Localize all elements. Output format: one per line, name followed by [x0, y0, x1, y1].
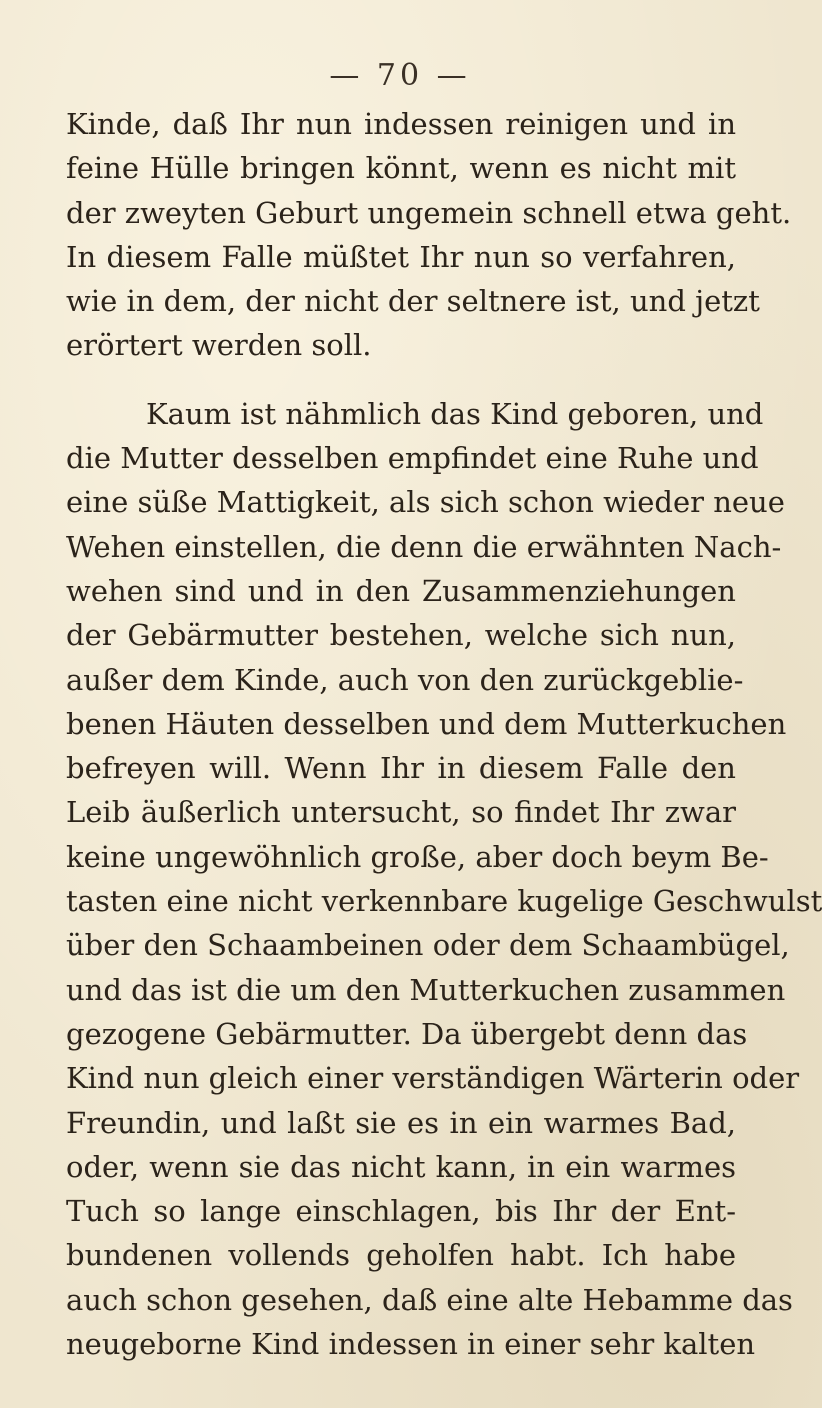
text-line: Kind nun gleich einer verständigen Wärterin oder: [66, 1061, 800, 1096]
page-body: [66, 102, 822, 1366]
text-line: keine ungewöhnlich große, aber doch beym Be-: [66, 839, 769, 874]
text-line: auch schon gesehen, daß eine alte Hebamme das: [66, 1282, 793, 1317]
text-line: wie in dem, der nicht der seltnere ist, und jetzt: [66, 284, 760, 319]
text-line: tasten eine nicht verkennbare kugelige Geschwulst: [66, 884, 822, 919]
text-line: eine süße Mattigkeit, als sich schon wieder neue: [66, 485, 785, 520]
text-line: Tuch so lange einschlagen, bis Ihr der Ent-: [66, 1194, 736, 1229]
text-line: die Mutter desselben empfindet eine Ruhe und: [66, 441, 759, 476]
paragraph: [66, 102, 792, 368]
text-line: wehen sind und in den Zusammenziehungen: [66, 573, 736, 608]
text-line: der Gebärmutter bestehen, welche sich nun,: [66, 618, 736, 653]
text-line: außer dem Kinde, auch von den zurückgeblie-: [66, 662, 744, 697]
page-number: — 70 —: [329, 58, 471, 93]
text-line: Kinde, daß Ihr nun indessen reinigen und in: [66, 107, 736, 141]
text-line: befreyen will. Wenn Ihr in diesem Falle den: [66, 751, 736, 786]
text-line: der zweyten Geburt ungemein schnell etwa geht.: [66, 195, 792, 230]
text-line: und das ist die um den Mutterkuchen zusammen: [66, 972, 786, 1007]
text-line: In diesem Falle müßtet Ihr nun so verfahren,: [66, 239, 736, 274]
text-line: Freundin, und laßt sie es in ein warmes Bad,: [66, 1105, 736, 1140]
text-line: erörtert werden soll.: [66, 328, 372, 363]
text-line: benen Häuten desselben und dem Mutterkuchen: [66, 706, 787, 741]
text-line: bundenen vollends geholfen habt. Ich habe: [66, 1238, 736, 1273]
text-line: Kaum ist nähmlich das Kind geboren, und: [146, 396, 764, 431]
text-line: gezogene Gebärmutter. Da übergebt denn das: [66, 1016, 748, 1051]
paragraph-gap: [66, 368, 736, 392]
text-line: über den Schaambeinen oder dem Schaambügel,: [66, 928, 790, 963]
text-line: feine Hülle bringen könnt, wenn es nicht mit: [66, 151, 736, 186]
text-line: Leib äußerlich untersucht, so findet Ihr zwar: [66, 795, 736, 830]
text-line: oder, wenn sie das nicht kann, in ein warmes: [66, 1149, 736, 1184]
text-line: neugeborne Kind indessen in einer sehr kalten: [66, 1327, 756, 1362]
paragraph: [66, 392, 822, 1367]
text-line: Wehen einstellen, die denn die erwähnten Nach-: [66, 529, 782, 564]
